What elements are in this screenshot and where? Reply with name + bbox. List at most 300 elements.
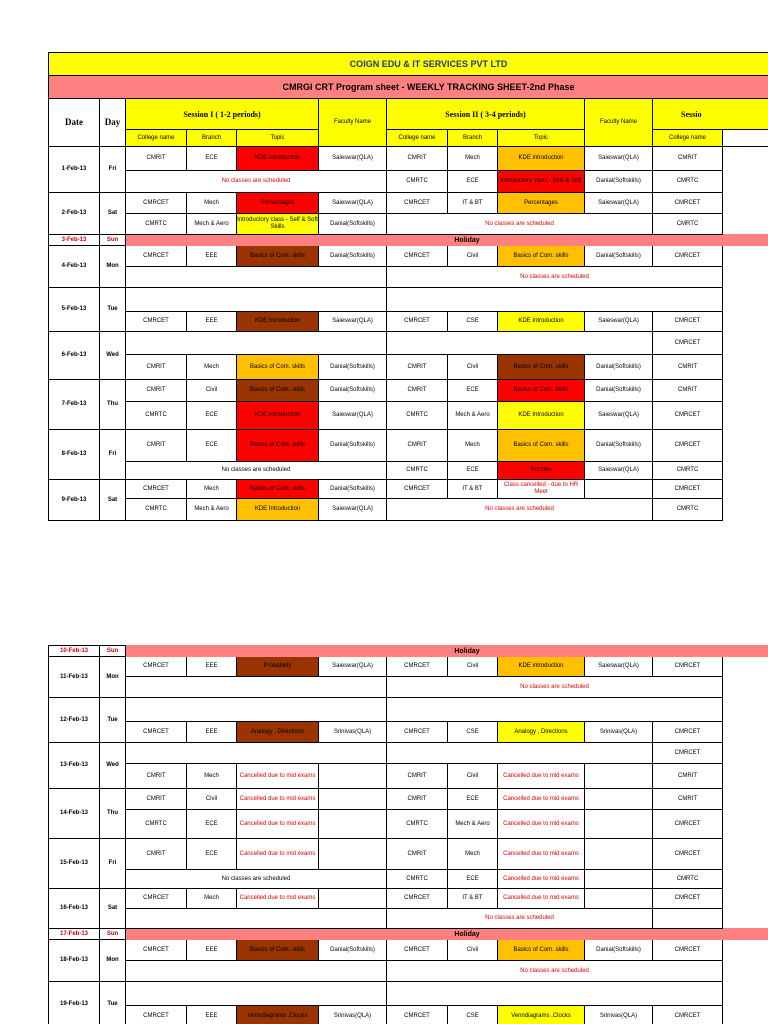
topic-cell: Basics of Com. skills — [498, 940, 585, 961]
empty-cell — [723, 839, 768, 870]
holiday-row — [49, 235, 768, 246]
topic-cell: Cancelled due to mid exams — [237, 839, 319, 870]
faculty-cell: Danial(Softskills) — [319, 214, 387, 235]
faculty-header: Faculty Name — [319, 99, 387, 147]
branch-cell: Mech & Aero — [187, 214, 237, 235]
faculty-cell — [585, 889, 653, 909]
branch-cell: ECE — [187, 839, 237, 870]
college-cell: CMRIT — [387, 355, 448, 380]
college-cell: CMRCET — [653, 657, 723, 677]
branch-cell: IT & BT — [448, 889, 498, 909]
company-name: COIGN EDU & IT SERVICES PVT LTD — [49, 53, 768, 76]
faculty-cell: Danial(Softskills) — [319, 246, 387, 267]
topic-cell: Basics of Com. skills — [237, 430, 319, 462]
branch-cell: EEE — [187, 722, 237, 743]
college-cell: CMRIT — [387, 147, 448, 171]
branch-cell: ECE — [187, 810, 237, 839]
branch-cell: Mech — [187, 355, 237, 380]
empty-cell — [723, 380, 768, 402]
empty-cell — [723, 499, 768, 521]
day-cell: Sat — [100, 889, 126, 929]
college-cell: CMRTC — [126, 402, 187, 430]
branch-cell: Mech — [448, 430, 498, 462]
empty-cell — [723, 870, 768, 889]
college-cell: CMRTC — [653, 462, 723, 480]
day-cell: Tue — [100, 288, 126, 332]
faculty-cell: Danial(Softskills) — [319, 430, 387, 462]
topic-cell: Introductory class - Self & Soft Skills — [237, 214, 319, 235]
day-cell: Mon — [100, 246, 126, 288]
table-row — [49, 246, 768, 267]
no-classes-message: No classes are scheduled — [387, 961, 723, 982]
college-cell: CMRTC — [126, 810, 187, 839]
empty-cell — [723, 764, 768, 789]
day-cell: Fri — [100, 430, 126, 480]
faculty-cell: Saieswar(QLA) — [319, 499, 387, 521]
branch-cell: IT & BT — [448, 480, 498, 499]
holiday-label: Holiday — [126, 646, 768, 657]
college-cell: CMRCET — [653, 246, 723, 267]
faculty-cell: Danial(Softskills) — [585, 430, 653, 462]
table-row — [49, 193, 768, 214]
holiday-label: Holiday — [126, 235, 768, 246]
college-cell: CMRIT — [653, 380, 723, 402]
topic-cell: Percentages — [237, 193, 319, 214]
branch-cell: EEE — [187, 1006, 237, 1024]
college-cell: CMRCET — [653, 940, 723, 961]
no-classes-message: No classes are scheduled — [126, 462, 387, 480]
topic-cell: Cancelled due to mid exams — [237, 789, 319, 810]
college-cell: CMRTC — [653, 870, 723, 889]
branch-cell: EEE — [187, 657, 237, 677]
college-cell: CMRCET — [653, 193, 723, 214]
empty-cell — [723, 743, 768, 764]
sheet-title: CMRGI CRT Program sheet - WEEKLY TRACKING SHEET-2nd Phase — [49, 76, 768, 99]
college-cell: CMRIT — [126, 147, 187, 171]
faculty-cell: Danial(Softskills) — [585, 380, 653, 402]
faculty-cell: Saieswar(QLA) — [319, 312, 387, 332]
branch-cell: Mech & Aero — [187, 499, 237, 521]
day-cell: Wed — [100, 332, 126, 380]
session-1-header: Session I ( 1-2 periods) — [126, 99, 319, 130]
college-cell: CMRCET — [126, 193, 187, 214]
college-cell: CMRTC — [126, 499, 187, 521]
empty-cell — [723, 147, 768, 171]
topic-cell: Basics of Com. skills — [237, 246, 319, 267]
faculty-cell — [585, 480, 653, 499]
college-cell: CMRIT — [387, 430, 448, 462]
topic-cell: Basics of Com. skills — [498, 380, 585, 402]
branch-cell: ECE — [448, 462, 498, 480]
table-row — [49, 940, 768, 961]
empty-cell — [723, 462, 768, 480]
topic-cell: Analogy , Directions — [237, 722, 319, 743]
empty-cell — [126, 961, 387, 982]
date-cell: 14-Feb-13 — [49, 789, 100, 839]
faculty-cell: Srinivas(QLA) — [319, 1006, 387, 1024]
topic-cell: Basics of Com. skills — [498, 246, 585, 267]
empty-cell — [723, 193, 768, 214]
branch-cell: Civil — [448, 355, 498, 380]
college-cell: CMRIT — [653, 764, 723, 789]
table-row — [49, 355, 768, 380]
branch-cell: Mech — [448, 839, 498, 870]
empty-cell — [387, 288, 723, 312]
college-cell: CMRTC — [387, 171, 448, 193]
college-cell: CMRCET — [653, 889, 723, 909]
topic-header: Topic — [237, 130, 319, 147]
college-cell: CMRCET — [126, 246, 187, 267]
faculty-header: Faculty Name — [585, 99, 653, 147]
topic-cell: Cancelled due to mid exams — [498, 810, 585, 839]
faculty-cell: Danial(Softskills) — [319, 940, 387, 961]
topic-cell: Cancelled due to mid exams — [237, 889, 319, 909]
topic-cell: KDE Introduction — [237, 499, 319, 521]
college-cell: CMRCET — [126, 1006, 187, 1024]
college-cell: CMRCET — [387, 1006, 448, 1024]
table-row — [49, 499, 768, 521]
empty-cell — [723, 1006, 768, 1024]
date-cell: 11-Feb-13 — [49, 657, 100, 698]
empty-cell — [723, 982, 768, 1006]
faculty-cell: Danial(Softskills) — [585, 246, 653, 267]
faculty-cell — [319, 839, 387, 870]
empty-cell — [723, 267, 768, 288]
college-cell: CMRTC — [653, 214, 723, 235]
topic-cell: Basics of Com. skills — [237, 355, 319, 380]
date-cell: 7-Feb-13 — [49, 380, 100, 430]
branch-cell: Mech — [187, 193, 237, 214]
college-cell: CMRIT — [653, 355, 723, 380]
college-cell: CMRCET — [126, 657, 187, 677]
branch-cell: ECE — [187, 147, 237, 171]
college-cell: CMRCET — [126, 480, 187, 499]
date-cell: 12-Feb-13 — [49, 698, 100, 743]
topic-cell: Percentages — [498, 193, 585, 214]
college-cell: CMRCET — [653, 1006, 723, 1024]
topic-cell: Introductory class - Skill & Soft — [498, 171, 585, 193]
topic-cell: Cancelled due to mid exams — [237, 810, 319, 839]
date-cell: 19-Feb-13 — [49, 982, 100, 1024]
faculty-cell — [319, 764, 387, 789]
holiday-row — [49, 646, 768, 657]
table-row — [49, 657, 768, 677]
topic-cell: Basics of Com. skills — [498, 430, 585, 462]
college-cell: CMRCET — [653, 332, 723, 355]
faculty-cell — [585, 764, 653, 789]
no-classes-message: No classes are scheduled — [387, 267, 723, 288]
empty-cell — [387, 698, 723, 722]
date-cell: 13-Feb-13 — [49, 743, 100, 789]
branch-header: Branch — [448, 130, 498, 147]
date-cell: 18-Feb-13 — [49, 940, 100, 982]
day-cell: Mon — [100, 940, 126, 982]
no-classes-message: No classes are scheduled — [387, 677, 723, 698]
table-row — [49, 839, 768, 870]
branch-cell: Mech — [187, 480, 237, 499]
empty-cell — [723, 810, 768, 839]
faculty-cell: Saieswar(QLA) — [585, 147, 653, 171]
college-cell: CMRIT — [126, 839, 187, 870]
session-3-header: Sessio — [653, 99, 768, 130]
branch-cell: CSE — [448, 312, 498, 332]
branch-cell: Civil — [448, 940, 498, 961]
topic-header: Topic — [498, 130, 585, 147]
faculty-cell: Danial(Softskills) — [585, 355, 653, 380]
college-header: College name — [653, 130, 723, 147]
empty-cell — [723, 909, 768, 929]
empty-cell — [387, 332, 653, 355]
table-row — [49, 462, 768, 480]
branch-cell: Mech & Aero — [448, 810, 498, 839]
table-row — [49, 909, 768, 929]
branch-cell: Mech — [448, 147, 498, 171]
topic-cell: Basics of Com. skills — [237, 480, 319, 499]
table-row — [49, 764, 768, 789]
tracking-table-1 — [48, 52, 768, 521]
college-cell: CMRCET — [387, 312, 448, 332]
college-cell: CMRCET — [126, 312, 187, 332]
college-cell: CMRCET — [653, 480, 723, 499]
empty-cell — [126, 909, 387, 929]
college-cell: CMRIT — [653, 789, 723, 810]
day-cell: Sun — [100, 646, 126, 657]
college-cell: CMRCET — [387, 193, 448, 214]
branch-cell: ECE — [187, 402, 237, 430]
faculty-cell: Saieswar(QLA) — [585, 657, 653, 677]
empty-cell — [723, 402, 768, 430]
college-cell: CMRCET — [387, 480, 448, 499]
empty-cell — [723, 698, 768, 722]
college-cell: CMRTC — [387, 402, 448, 430]
branch-cell: CSE — [448, 722, 498, 743]
empty-cell — [723, 430, 768, 462]
empty-cell — [723, 677, 768, 698]
table-row — [49, 288, 768, 312]
table-row — [49, 312, 768, 332]
branch-cell: ECE — [448, 171, 498, 193]
branch-cell: ECE — [187, 430, 237, 462]
empty-cell — [723, 889, 768, 909]
empty-cell — [723, 480, 768, 499]
faculty-cell: Saieswar(QLA) — [319, 193, 387, 214]
branch-cell: Civil — [187, 380, 237, 402]
faculty-cell: Saieswar(QLA) — [585, 402, 653, 430]
college-cell: CMRCET — [653, 722, 723, 743]
table-row — [49, 171, 768, 193]
table-row — [49, 1006, 768, 1024]
table-row — [49, 722, 768, 743]
empty-cell — [723, 246, 768, 267]
branch-cell: EEE — [187, 246, 237, 267]
empty-cell — [723, 657, 768, 677]
topic-cell: KDE Introduction — [498, 402, 585, 430]
day-cell: Fri — [100, 147, 126, 193]
topic-cell: Venndiagrams ,Clocks — [237, 1006, 319, 1024]
day-cell: Thu — [100, 380, 126, 430]
topic-cell: KDE introduction — [498, 657, 585, 677]
topic-cell: Cancelled due to mid exams — [498, 839, 585, 870]
branch-cell: IT & BT — [448, 193, 498, 214]
branch-cell: Civil — [187, 789, 237, 810]
no-classes-message: No classes are scheduled — [126, 171, 387, 193]
empty-cell — [723, 940, 768, 961]
faculty-cell: Danial(Softskills) — [319, 380, 387, 402]
empty-cell — [653, 909, 723, 929]
college-cell: CMRCET — [126, 940, 187, 961]
no-classes-message: No classes are scheduled — [387, 909, 653, 929]
table-row — [49, 402, 768, 430]
topic-cell: KDE introduction — [498, 147, 585, 171]
college-cell: CMRCET — [653, 810, 723, 839]
college-header: College name — [387, 130, 448, 147]
college-cell: CMRTC — [653, 171, 723, 193]
empty-cell — [126, 982, 387, 1006]
empty-cell — [723, 130, 768, 147]
college-cell: CMRCET — [387, 657, 448, 677]
college-cell: CMRIT — [653, 147, 723, 171]
college-cell: CMRCET — [653, 312, 723, 332]
college-cell: CMRCET — [387, 246, 448, 267]
topic-cell: Basics of Com. skills — [237, 940, 319, 961]
faculty-cell: Srinivas(QLA) — [585, 722, 653, 743]
topic-cell: Class cancelled - due to HR Meet — [498, 480, 585, 499]
faculty-cell: Danial(Softskills) — [585, 171, 653, 193]
date-cell: 5-Feb-13 — [49, 288, 100, 332]
date-cell: 2-Feb-13 — [49, 193, 100, 235]
topic-cell: KDE Introduction — [498, 312, 585, 332]
empty-cell — [723, 789, 768, 810]
college-cell: CMRTC — [387, 810, 448, 839]
branch-cell: ECE — [448, 380, 498, 402]
holiday-row — [49, 929, 768, 940]
day-cell: Mon — [100, 657, 126, 698]
faculty-cell: Danial(Softskills) — [585, 940, 653, 961]
faculty-cell: Srinivas(QLA) — [319, 722, 387, 743]
date-cell: 8-Feb-13 — [49, 430, 100, 480]
college-cell: CMRIT — [387, 789, 448, 810]
college-header: College name — [126, 130, 187, 147]
table-row — [49, 147, 768, 171]
college-cell: CMRCET — [387, 722, 448, 743]
empty-cell — [723, 961, 768, 982]
table-row — [49, 380, 768, 402]
day-cell: Sat — [100, 480, 126, 521]
college-cell: CMRTC — [653, 499, 723, 521]
date-cell: 4-Feb-13 — [49, 246, 100, 288]
table-row — [49, 961, 768, 982]
table-row — [49, 743, 768, 764]
faculty-cell: Danial(Softskills) — [319, 355, 387, 380]
college-cell: CMRCET — [387, 889, 448, 909]
empty-cell — [126, 743, 387, 764]
college-cell: CMRTC — [387, 462, 448, 480]
faculty-cell: Saieswar(QLA) — [585, 193, 653, 214]
day-cell: Tue — [100, 698, 126, 743]
date-cell: 15-Feb-13 — [49, 839, 100, 889]
table-row — [49, 332, 768, 355]
no-classes-message: No classes are scheduled — [387, 499, 653, 521]
college-cell: CMRIT — [387, 839, 448, 870]
day-cell: Thu — [100, 789, 126, 839]
table-row — [49, 889, 768, 909]
branch-cell: EEE — [187, 312, 237, 332]
date-header: Date — [49, 99, 100, 147]
day-cell: Sun — [100, 235, 126, 246]
date-cell: 3-Feb-13 — [49, 235, 100, 246]
branch-cell: Mech & Aero — [448, 402, 498, 430]
empty-cell — [126, 288, 387, 312]
empty-cell — [126, 332, 387, 355]
empty-cell — [723, 288, 768, 312]
table-row — [49, 698, 768, 722]
branch-cell: Civil — [448, 246, 498, 267]
day-cell: Wed — [100, 743, 126, 789]
faculty-cell — [319, 810, 387, 839]
day-cell: Fri — [100, 839, 126, 889]
college-cell: CMRTC — [387, 870, 448, 889]
empty-cell — [723, 332, 768, 355]
date-cell: 9-Feb-13 — [49, 480, 100, 521]
faculty-cell — [585, 810, 653, 839]
tracking-sheet-part-1 — [48, 52, 768, 540]
topic-cell: Basics of Com. skills — [237, 380, 319, 402]
empty-cell — [723, 355, 768, 380]
topic-cell: Probability — [237, 657, 319, 677]
table-row — [49, 214, 768, 235]
college-cell: CMRIT — [126, 355, 187, 380]
branch-cell: EEE — [187, 940, 237, 961]
table-row — [49, 480, 768, 499]
topic-cell: KDE Introduction — [237, 312, 319, 332]
day-header: Day — [100, 99, 126, 147]
branch-cell: Civil — [448, 657, 498, 677]
college-cell: CMRIT — [126, 380, 187, 402]
date-cell: 17-Feb-13 — [49, 929, 100, 940]
college-cell: CMRCET — [653, 743, 723, 764]
topic-cell: Venndiagrams ,Clocks — [498, 1006, 585, 1024]
empty-cell — [126, 698, 387, 722]
table-row — [49, 870, 768, 889]
college-cell: CMRCET — [653, 430, 723, 462]
topic-cell: Analogy , Directions — [498, 722, 585, 743]
college-cell: CMRIT — [126, 430, 187, 462]
college-cell: CMRCET — [126, 889, 187, 909]
empty-cell — [723, 312, 768, 332]
topic-cell: Cancelled due to mid exams — [237, 764, 319, 789]
empty-cell — [723, 722, 768, 743]
date-cell: 10-Feb-13 — [49, 646, 100, 657]
faculty-cell — [319, 889, 387, 909]
day-cell: Tue — [100, 982, 126, 1024]
no-classes-message: No classes are scheduled — [387, 214, 653, 235]
table-row — [49, 810, 768, 839]
college-cell: CMRCET — [653, 402, 723, 430]
tracking-table-2 — [48, 645, 768, 1024]
branch-cell: ECE — [448, 789, 498, 810]
branch-header: Branch — [187, 130, 237, 147]
faculty-cell: Saieswar(QLA) — [319, 147, 387, 171]
tracking-sheet-part-2 — [48, 645, 768, 1024]
topic-cell: KDE Introduction — [237, 402, 319, 430]
faculty-cell: Saieswar(QLA) — [319, 657, 387, 677]
faculty-cell: Saieswar(QLA) — [319, 402, 387, 430]
faculty-cell: Saieswar(QLA) — [585, 312, 653, 332]
topic-cell: KDE Introduction — [237, 147, 319, 171]
table-row — [49, 677, 768, 698]
day-cell: Sun — [100, 929, 126, 940]
college-cell: CMRIT — [387, 380, 448, 402]
